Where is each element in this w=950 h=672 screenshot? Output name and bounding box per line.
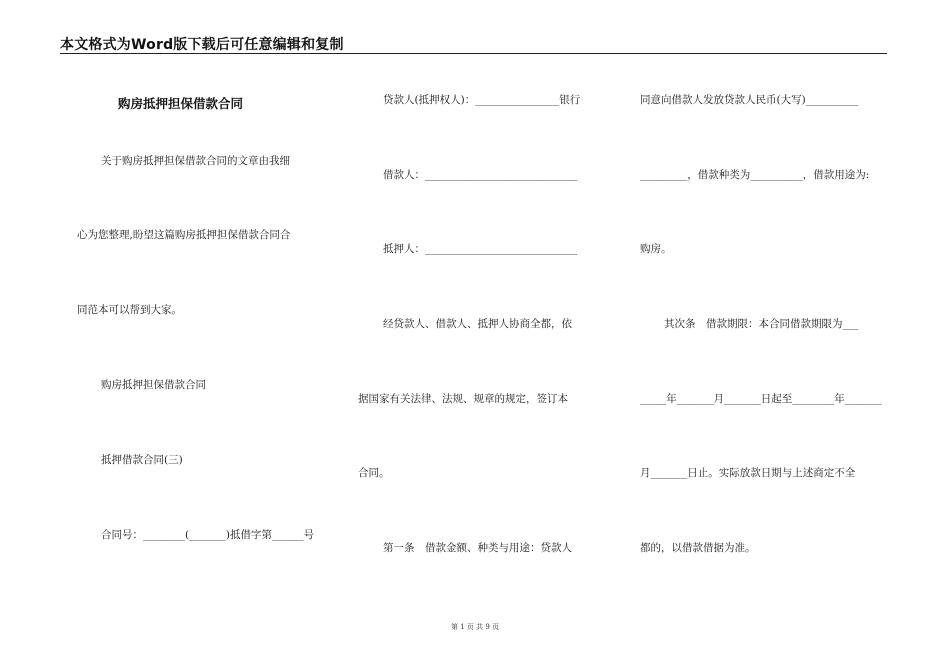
text-line: 合同号：________(_______)抵借字第______号 (101, 529, 314, 541)
text-line: 购房抵押担保借款合同 (101, 379, 206, 391)
text-line: 心为您整理,盼望这篇购房抵押担保借款合同合 (77, 229, 291, 241)
banner-divider (60, 53, 887, 54)
text-line: _________，借款种类为__________，借款用途为: (640, 169, 870, 181)
text-line: 据国家有关法律、法规、规章的规定，签订本 (358, 393, 568, 405)
text-line: 第一条 借款金额、种类与用途：贷款人 (383, 542, 572, 554)
text-line: 同范本可以帮到大家。 (77, 304, 182, 316)
text-line: 抵押人：_____________________________ (383, 243, 578, 255)
document-banner: 本文格式为Word版下载后可任意编辑和复制 (60, 37, 344, 53)
text-line: 购房。 (640, 243, 672, 255)
text-line: 贷款人(抵押权人)：________________银行 (383, 94, 581, 106)
text-line: 其次条 借款期限：本合同借款期限为___ (664, 318, 859, 330)
text-line: 都的，以借款借据为准。 (640, 542, 756, 554)
text-line: _____年_______月_______日起至________年_______ (640, 393, 882, 405)
text-line: 月_______日止。实际放款日期与上述商定不全 (640, 467, 856, 479)
text-line: 抵押借款合同(三) (101, 454, 183, 466)
text-line: 同意向借款人发放贷款人民币(大写)__________ (640, 94, 859, 106)
text-line: 经贷款人、借款人、抵押人协商全都，依 (383, 318, 572, 330)
text-line: 合同。 (358, 467, 390, 479)
text-line: 借款人：_____________________________ (383, 169, 578, 181)
document-title: 购房抵押担保借款合同 (118, 96, 244, 111)
page-number-footer: 第 1 页 共 9 页 (450, 623, 500, 631)
text-line: 关于购房抵押担保借款合同的文章由我细 (101, 155, 290, 167)
